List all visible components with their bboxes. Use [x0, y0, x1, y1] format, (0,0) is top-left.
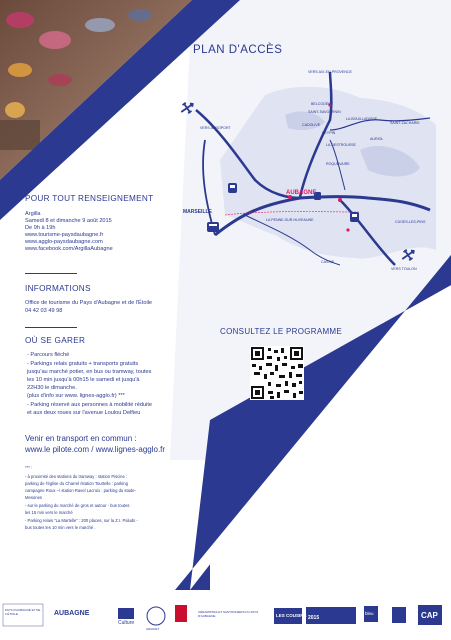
programme-heading: CONSULTEZ LE PROGRAMME	[220, 327, 343, 336]
info-heading: POUR TOUT RENSEIGNEMENT	[25, 194, 154, 203]
info-link-agglo[interactable]: www.agglo-paysdaubagne.com	[25, 239, 103, 245]
map-label-belcodene: BELCODÈNE	[311, 102, 334, 106]
map-label-cadolive: CADOLIVE	[302, 123, 321, 127]
logo-argiket: ARGIKET	[146, 627, 160, 631]
map-label-saint-savournin: SAINT-SAVOURNIN	[308, 110, 341, 114]
info-link-tourisme[interactable]: www.tourisme-paysdaubagne.fr	[25, 232, 104, 238]
train-icon-aubagne	[350, 212, 359, 222]
logo-aubagne: AUBAGNE	[54, 610, 90, 617]
map-label-marseille: MARSEILLE	[183, 209, 212, 215]
parking-line-8: et aux deux roues sur l'avenue Loulou Delfieu	[27, 410, 141, 416]
divider	[25, 327, 77, 328]
transport-note-8: bus toutes les 10 min vers le marché .	[25, 525, 96, 530]
map-label-cassis: CASSIS	[321, 260, 335, 264]
map-label-la-destrousse: LA DESTROUSSE	[326, 143, 356, 147]
transport-links[interactable]: www.le pilote.com / www.lignes-agglo.fr	[25, 445, 166, 454]
parking-line-3: jusqu'au marché potier, en bus ou tramway, toutes	[27, 369, 152, 375]
parking-line-7: - Parking réservé aux personnes à mobilité réduite	[27, 402, 152, 408]
informations-heading: INFORMATIONS	[25, 284, 91, 293]
map-label-roquevaire: ROQUEVAIRE	[326, 162, 350, 166]
parking-line-1: - Parcours fléché	[27, 352, 70, 358]
logo-cap: CAP	[421, 611, 438, 620]
transport-stars: *** :	[25, 465, 33, 470]
map-label-saint-zacharie: SAINT-ZACHARIE	[390, 121, 420, 125]
logo-les-cousins: LES COUSINS	[276, 613, 307, 618]
logo-pays-aubagne: PAYS D'AUBAGNE ET DE L'ÉTOILE	[5, 608, 41, 616]
map-label-vers-aeroport: VERS AEROPORT	[200, 126, 231, 130]
map-label-peypin: PEYPIN	[322, 131, 336, 135]
transport-note-4: Mesones	[25, 495, 42, 500]
info-line-2: Samedi 8 et dimanche 9 août 2015	[25, 218, 112, 224]
info-line-1: Argilla	[25, 211, 41, 217]
parking-line-5: 22H30 le dimanche.	[27, 385, 77, 391]
transport-note-6: les 15 min vers le marché	[25, 510, 73, 515]
map-label-la-bouilladisse: LA BOUILLADISSE	[346, 117, 378, 121]
logo-bleu: bleu	[365, 611, 374, 616]
parking-line-6: (plus d'info sur www. lignes-agglo.fr) ***	[27, 393, 125, 399]
map-label-aubagne: AUBAGNE	[286, 190, 317, 196]
map-label-cuges: CUGES-LES-PINS	[395, 220, 426, 224]
logo-culture: Culture	[118, 620, 135, 626]
transport-note-2: parking de l'église du Charrel /station Tourtelle : parking	[25, 481, 128, 486]
map-label-vers-aix: VERS AIX-EN-PROVENCE	[308, 70, 352, 74]
transport-note-7: - Parking relais "La Martelle" : 200 places, sur la Z.I. Paluds -	[25, 518, 138, 523]
parking-line-2: - Parkings relais gratuits + transports gratuits	[27, 361, 139, 367]
logo-ceramistes: CÉRAMISTES ET SANTONNIERS DU PAYS D'AUBAGNE	[198, 610, 259, 618]
map-label-la-penne: LA PENNE-SUR-HUVEAUNE	[266, 218, 314, 222]
informations-line-1: Office de tourisme du Pays d'Aubagne et de l'Étoile	[25, 300, 153, 306]
info-link-facebook[interactable]: www.facebook.com/ArgillaAubagne	[25, 246, 113, 252]
train-icon	[228, 183, 237, 193]
transport-note-5: - sur le parking du marché de gros et autour - bus toutes	[25, 503, 130, 508]
logo-2015: 2015	[308, 615, 320, 621]
parking-heading: OÙ SE GARER	[25, 336, 86, 345]
parking-line-4: les 10 min jusqu'à 00h15 le samedi et jusqu'à	[27, 377, 140, 383]
map-title: PLAN D'ACCÈS	[193, 44, 283, 56]
ship-icon	[207, 222, 219, 232]
info-line-3: De 9h à 19h	[25, 225, 56, 231]
transport-heading: Venir en transport en commun :	[25, 434, 137, 443]
map-label-vers-toulon: VERS TOULON	[391, 267, 417, 271]
transport-note-3: campagne Roux –/ station Ravel Lacroix : parking du stade-	[25, 488, 137, 493]
transport-note-1: - à proximité des stations du tramway : station Piscine :	[25, 474, 128, 479]
informations-phone: 04 42 03 49 98	[25, 308, 63, 314]
qr-code	[250, 346, 304, 400]
map-label-auriol: AURIOL	[370, 137, 384, 141]
divider	[25, 273, 77, 274]
